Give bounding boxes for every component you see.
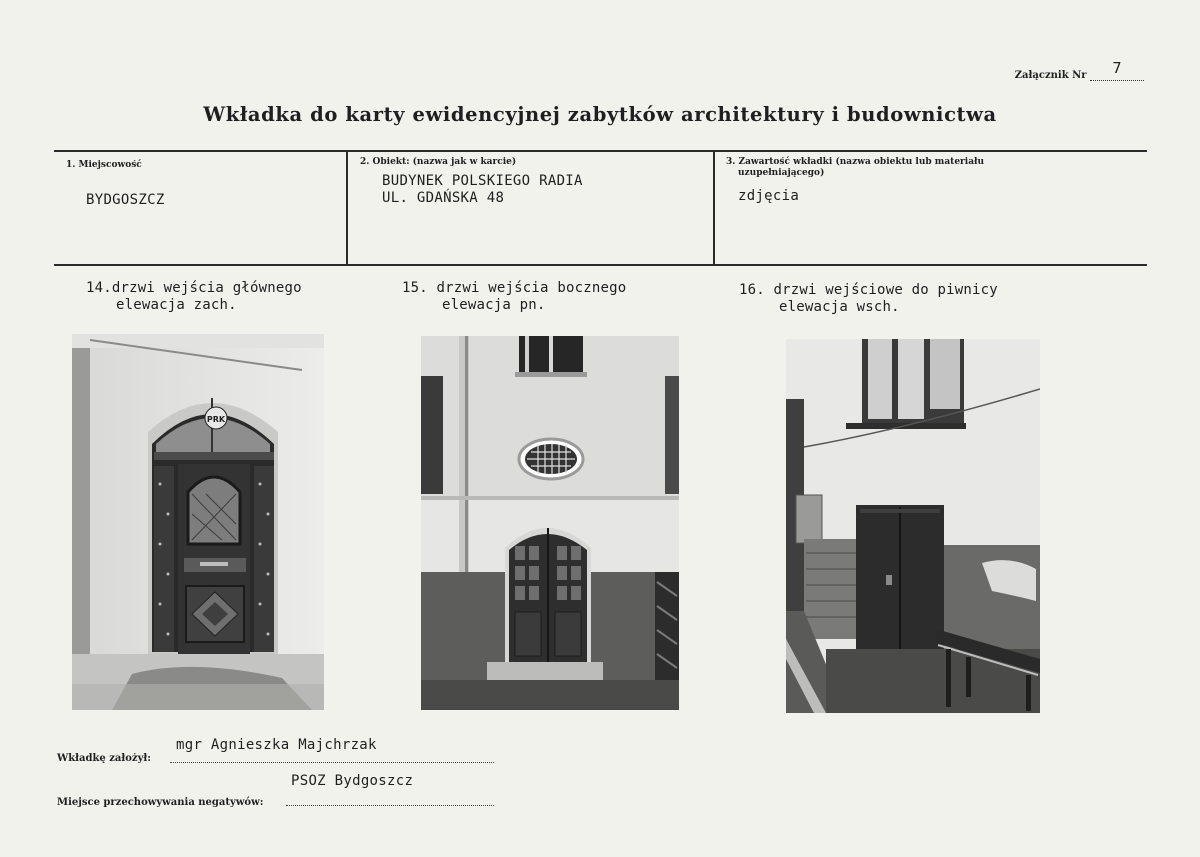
photo-16-basement-door (786, 339, 1040, 713)
field-contents (726, 157, 1136, 205)
header-top-rule (54, 150, 1147, 152)
field-object-line-1: BUDYNEK POLSKIEGO RADIA (382, 173, 583, 189)
author-value: mgr Agnieszka Majchrzak (176, 737, 377, 753)
annex-number (1014, 59, 1144, 81)
photo-14-caption-line-2: elewacja zach. (116, 297, 237, 313)
column-divider-1 (346, 150, 348, 264)
photo-16-caption-line-2: elewacja wsch. (779, 299, 900, 315)
photo-15-side-entrance-door (421, 336, 679, 710)
storage-value: PSOZ Bydgoszcz (291, 773, 414, 789)
field-object (360, 157, 705, 207)
annex-number-value: 7 (1112, 59, 1122, 77)
storage-label: Miejsce przechowywania negatywów: (57, 797, 264, 808)
photo-15-caption-line-1: 15. drzwi wejścia bocznego (402, 280, 627, 296)
field-contents-label-1: 3. Zawartość wkładki (nazwa obiektu lub materiału (726, 157, 985, 167)
photo-14-main-entrance-door (72, 334, 324, 710)
page-title: Wkładka do karty ewidencyjnej zabytków architektury i budownictwa (203, 103, 997, 126)
photo-14-caption (86, 280, 302, 314)
photo-15-caption (402, 280, 626, 314)
author-dotted-line (170, 762, 494, 763)
author-label: Wkładkę założył: (57, 753, 151, 764)
field-locality-value: BYDGOSZCZ (86, 192, 165, 208)
photo-16-caption (739, 282, 998, 316)
field-contents-label-2: uzupełniającego) (738, 168, 825, 178)
field-locality-label: 1. Miejscowość (66, 160, 142, 170)
column-divider-2 (713, 150, 715, 264)
photo-14-caption-line-1: 14.drzwi wejścia głównego (86, 280, 302, 296)
photo-15-caption-line-2: elewacja pn. (442, 297, 546, 313)
photo-16-caption-line-1: 16. drzwi wejściowe do piwnicy (739, 282, 998, 298)
field-object-label: 2. Obiekt: (nazwa jak w karcie) (360, 157, 517, 167)
photo-14-plaque-text: PRK (206, 415, 226, 424)
storage-dotted-line (286, 805, 494, 806)
annex-label: Załącznik Nr (1014, 70, 1087, 81)
field-contents-value: zdjęcia (738, 188, 800, 204)
header-bottom-rule (54, 264, 1147, 266)
field-locality (66, 160, 336, 209)
field-object-line-2: UL. GDAŃSKA 48 (382, 190, 505, 206)
